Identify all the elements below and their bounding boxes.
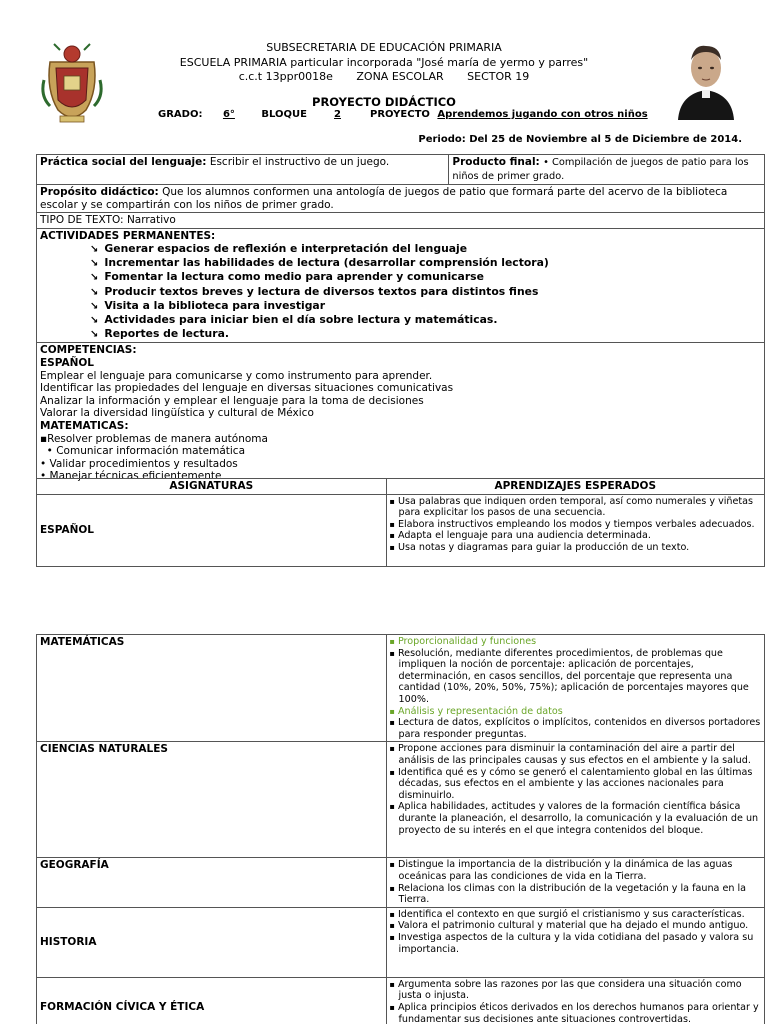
list-item: ▪ Lectura de datos, explícitos o implícitos, contenidos en diversos portadores para responder preguntas. — [390, 717, 761, 740]
practica-value: Escribir el instructivo de un juego. — [209, 156, 390, 168]
bloque-value: 2 — [334, 109, 341, 120]
competencia-item: Valorar la diversidad lingüística y cultural de México — [40, 407, 314, 420]
actividades-cell — [37, 228, 765, 343]
competencias-espanol-label: ESPAÑOL — [40, 357, 94, 370]
list-item: ↘ Incrementar las habilidades de lectura (desarrollar comprensión lectora) — [90, 256, 761, 270]
proposito-cell — [37, 185, 765, 213]
tipo-texto-label: TIPO DE TEXTO: — [40, 214, 124, 226]
competencia-item: • Validar procedimientos y resultados — [40, 457, 238, 470]
list-item: ↘ Producir textos breves y lectura de diversos textos para distintos fines — [90, 285, 761, 299]
proyecto-value: Aprendemos jugando con otros niños — [437, 109, 648, 120]
subject-matematicas: MATEMÁTICAS — [37, 635, 387, 742]
proposito-value: Que los alumnos conformen una antología de juegos de patio que formará parte del acervo de la biblioteca escolar y se compartirán con los niños de primer grado. — [40, 186, 728, 211]
project-meta-row — [158, 109, 648, 120]
header-line-school: ESCUELA PRIMARIA particular incorporada "José maría de yermo y parres" — [179, 56, 589, 69]
table-row — [37, 343, 765, 495]
table-header-row — [37, 479, 765, 495]
competencia-item: • Manejar técnicas eficientemente — [40, 470, 222, 483]
ciencias-aprendizajes — [386, 742, 764, 858]
espanol-aprendizajes — [386, 494, 764, 566]
periodo: Periodo: Del 25 de Noviembre al 5 de Diciembre de 2014. — [418, 134, 742, 145]
matematicas-aprendizajes — [386, 635, 764, 742]
civica-aprendizajes — [386, 977, 764, 1024]
table-row — [37, 635, 765, 742]
subject-civica: FORMACIÓN CÍVICA Y ÉTICA — [37, 977, 387, 1024]
header-line-subsecretaria: SUBSECRETARIA DE EDUCACIÓN PRIMARIA — [266, 41, 502, 54]
list-item: ▪ Usa notas y diagramas para guiar la producción de un texto. — [390, 542, 761, 554]
tipo-texto-value: Narrativo — [126, 214, 176, 226]
competencia-item: Analizar la información y emplear el lenguaje para la toma de decisiones — [40, 394, 424, 407]
competencia-item: Identificar las propiedades del lenguaje en diversas situaciones comunicativas — [40, 382, 454, 395]
list-item: ▪ Distingue la importancia de la distribución y la dinámica de las aguas oceánicas para las condiciones de vida en la Tierra. — [390, 859, 761, 882]
proposito-label: Propósito didáctico: — [40, 186, 159, 198]
producto-label: Producto final: — [452, 156, 540, 168]
aprendizajes-header: APRENDIZAJES ESPERADOS — [386, 479, 764, 495]
list-item: ↘ Visita a la biblioteca para investigar — [90, 299, 761, 313]
project-info-table — [36, 154, 765, 495]
list-item: ▪ Identifica el contexto en que surgió el cristianismo y sus características. — [390, 909, 761, 921]
actividades-list — [40, 242, 761, 341]
table-row — [37, 977, 765, 1024]
subject-espanol: ESPAÑOL — [37, 494, 387, 566]
list-item: ▪ Adapta el lenguaje para una audiencia determinada. — [390, 530, 761, 542]
producto-value: • Compilación de juegos de patio para los niños de primer grado. — [452, 157, 749, 182]
table-row — [37, 213, 765, 229]
list-item: ▪ Usa palabras que indiquen orden temporal, así como numerales y viñetas para explicitar los pasos de una secuencia. — [390, 496, 761, 519]
competencias-label: COMPETENCIAS: — [40, 344, 137, 357]
founder-portrait — [670, 38, 742, 120]
list-item: ▪ Investiga aspectos de la cultura y la vida cotidiana del pasado y valora su importancia. — [390, 932, 761, 955]
tipo-texto-cell — [37, 213, 765, 229]
cct-code: c.c.t 13ppr0018e — [238, 70, 333, 83]
competencias-cell — [37, 343, 765, 495]
page-title: PROYECTO DIDÁCTICO — [312, 95, 456, 109]
list-item: ▪ Resolución, mediante diferentes procedimientos, de problemas que impliquen la noción de porcentaje: aplicación de porcentajes, determinación, en casos sencillos, del porcentaje que representa una cantidad (10%, 20%, 50%, 75%); aplicación de porcentajes mayores que 100%. — [390, 648, 761, 706]
competencias-mate-label: MATEMATICAS: — [40, 419, 129, 432]
list-item: ▪ Valora el patrimonio cultural y material que ha dejado el mundo antiguo. — [390, 920, 761, 932]
sector: SECTOR 19 — [467, 70, 530, 83]
list-item: ▪ Relaciona los climas con la distribución de la vegetación y la fauna en la Tierra. — [390, 883, 761, 906]
grado-label: GRADO: — [158, 109, 203, 120]
list-item: ▪ Aplica habilidades, actitudes y valores de la formación científica básica durante la planeación, el desarrollo, la comunicación y la evaluación de un proyecto de su interés en el que integra contenidos del bloque. — [390, 801, 761, 836]
list-item: ▪ Proporcionalidad y funciones — [390, 636, 761, 648]
table-row — [37, 907, 765, 977]
proyecto-label: PROYECTO — [369, 109, 430, 120]
header-line-cct — [0, 70, 768, 84]
list-item: ▪ Argumenta sobre las razones por las que considera una situación como justa o injusta. — [390, 979, 761, 1002]
asignaturas-table-1 — [36, 478, 765, 567]
list-item: ▪ Elabora instructivos empleando los modos y tiempos verbales adecuados. — [390, 519, 761, 531]
table-row — [37, 858, 765, 907]
table-row — [37, 742, 765, 858]
table-row — [37, 494, 765, 566]
table-row — [37, 155, 765, 185]
subject-ciencias: CIENCIAS NATURALES — [37, 742, 387, 858]
list-item: ↘ Reportes de lectura. — [90, 327, 761, 341]
grado-value: 6° — [222, 109, 235, 120]
list-item: ▪ Aplica principios éticos derivados en los derechos humanos para orientar y fundamentar sus decisiones ante situaciones controvertidas. — [390, 1002, 761, 1024]
list-item: ↘ Generar espacios de reflexión e interpretación del lenguaje — [90, 242, 761, 256]
list-item: ↘ Fomentar la lectura como medio para aprender y comunicarse — [90, 270, 761, 284]
list-item: ▪ Análisis y representación de datos — [390, 706, 761, 718]
actividades-label: ACTIVIDADES PERMANENTES: — [40, 229, 216, 242]
geografia-aprendizajes — [386, 858, 764, 907]
list-item: ▪ Propone acciones para disminuir la contaminación del aire a partir del análisis de las principales causas y sus efectos en el ambiente y la salud. — [390, 743, 761, 766]
list-item: ↘ Actividades para iniciar bien el día sobre lectura y matemáticas. — [90, 313, 761, 327]
document-header — [0, 0, 768, 150]
asignaturas-header: ASIGNATURAS — [37, 479, 387, 495]
competencia-item: • Comunicar información matemática — [40, 445, 246, 458]
subject-geografia: GEOGRAFÍA — [37, 858, 387, 907]
table-row — [37, 185, 765, 213]
practica-label: Práctica social del lenguaje: — [40, 156, 207, 168]
competencia-item: Emplear el lenguaje para comunicarse y como instrumento para aprender. — [40, 369, 433, 382]
competencia-item: ▪Resolver problemas de manera autónoma — [40, 432, 268, 445]
list-item: ▪ Identifica qué es y cómo se generó el calentamiento global en las últimas décadas, sus efectos en el ambiente y las acciones nacionales para disminuirlo. — [390, 767, 761, 802]
bloque-label: BLOQUE — [261, 109, 308, 120]
zona-escolar: ZONA ESCOLAR — [356, 70, 444, 83]
table-row — [37, 228, 765, 343]
historia-aprendizajes — [386, 907, 764, 977]
producto-cell — [449, 155, 765, 185]
asignaturas-table-2 — [36, 634, 765, 1024]
subject-historia: HISTORIA — [37, 907, 387, 977]
practica-cell — [37, 155, 449, 185]
